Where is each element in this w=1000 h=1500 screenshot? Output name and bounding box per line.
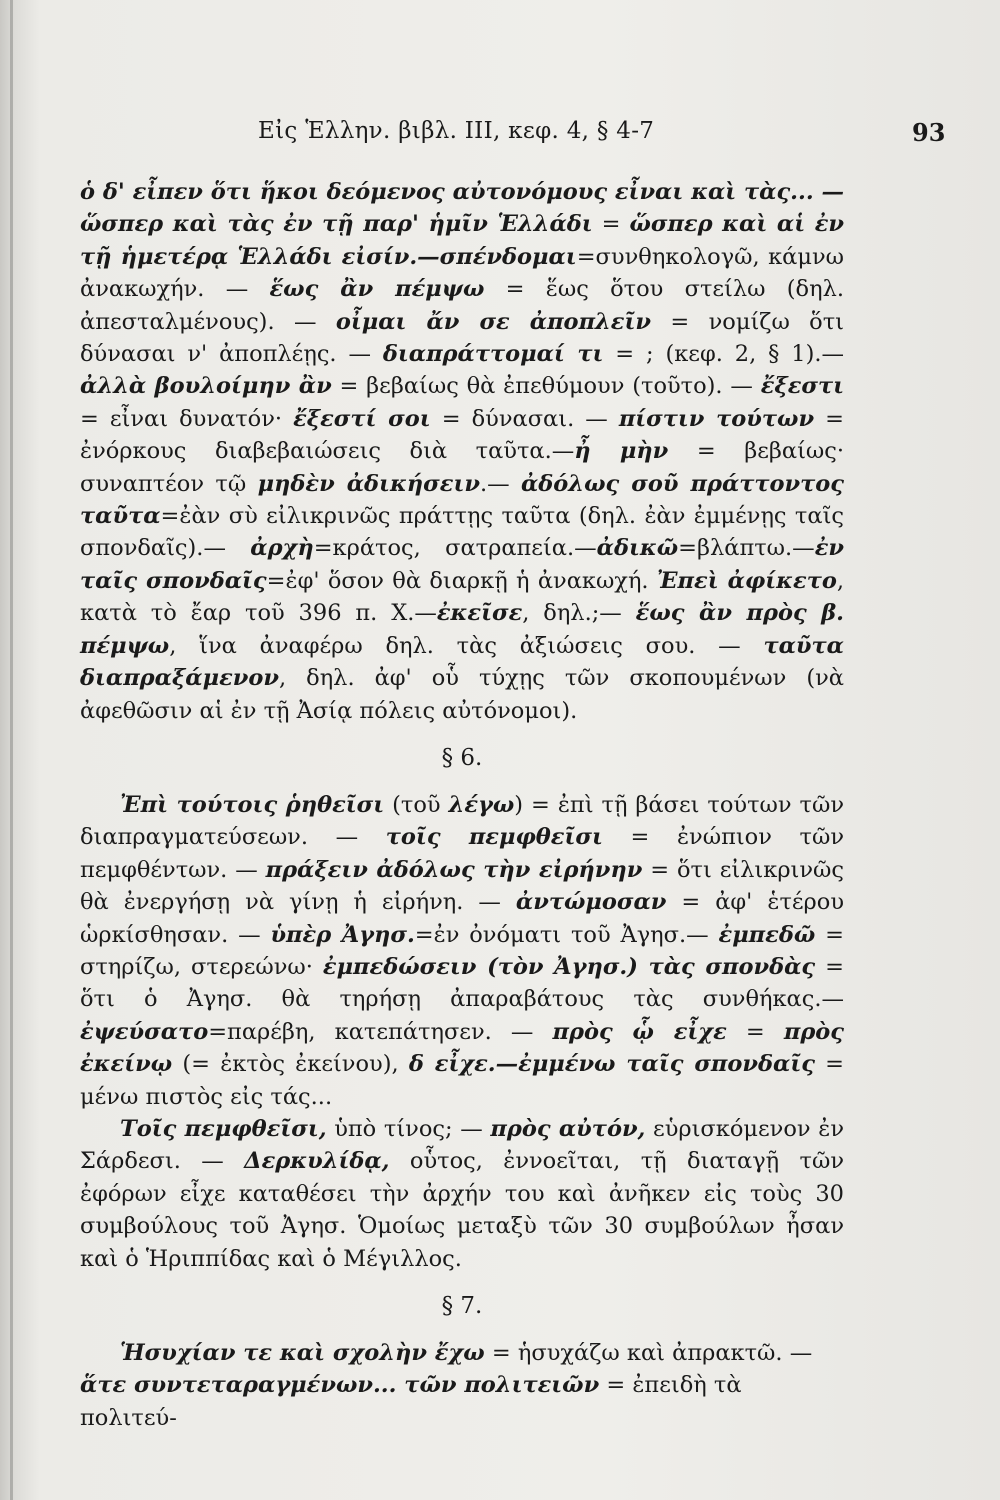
lemma-term: πίστιν τούτων bbox=[618, 405, 815, 432]
lemma-term: ἔξεστί σοι bbox=[293, 405, 431, 432]
lemma-term: οἶμαι ἄν σε ἀποπλεῖν bbox=[335, 308, 651, 335]
gloss-text: = ; (κεφ. 2, § 1).— bbox=[603, 341, 844, 368]
gloss-text: , δηλ. ἀφ' οὗ τύχῃς τῶν σκοπουμένων (νὰ ἀφεθῶσιν αἱ ἐν τῇ Ἀσίᾳ πόλεις αὐτόνομοι). bbox=[80, 665, 844, 724]
lemma-term: ἕως ἂν πέμψω bbox=[269, 276, 485, 303]
lemma-term: ὑπὲρ Ἀγησ. bbox=[270, 921, 415, 948]
gloss-text: =ἐν ὀνόματι τοῦ Ἀγησ.— bbox=[414, 921, 719, 948]
lemma-term: πράξειν ἀδόλως τὴν εἰρήνην bbox=[265, 856, 643, 883]
gloss-text: , κατὰ τὸ ἔαρ τοῦ 396 π. Χ.— bbox=[80, 567, 844, 627]
lemma-term: πρὸς ἐκείνῳ bbox=[80, 1018, 844, 1078]
gloss-text: = ἀφ' ἑτέρου ὡρκίσθησαν. — bbox=[80, 889, 844, 948]
lemma-term: ὥσπερ καὶ αἱ ἐν τῇ ἡμετέρᾳ Ἑλλάδι εἰσίν.—σπένδομαι bbox=[80, 211, 844, 270]
gloss-text: =κράτος, σατραπεία.— bbox=[313, 535, 597, 562]
lemma-term: ἀδικῶ bbox=[596, 535, 679, 562]
gloss-text: (τοῦ bbox=[384, 791, 449, 818]
lemma-term: διαπράττομαί τι bbox=[382, 341, 604, 368]
gloss-text: ) = ἐπὶ τῇ βάσει τούτων τῶν διαπραγματεύσεων. — bbox=[80, 791, 845, 851]
gloss-text: = bbox=[592, 211, 630, 238]
lemma-term: Δερκυλίδᾳ, bbox=[244, 1148, 390, 1175]
lemma-term: Τοῖς πεμφθεῖσι, bbox=[120, 1115, 327, 1142]
lemma-term: ἕως ἂν πρὸς β. πέμψω bbox=[80, 600, 844, 659]
commentary-paragraph bbox=[80, 789, 844, 1113]
lemma-term: Ἐπὶ τούτοις ῥηθεῖσι bbox=[120, 791, 385, 818]
lemma-term: λέγω bbox=[448, 791, 515, 818]
gloss-text: = bbox=[726, 1018, 784, 1045]
gloss-text: = ἐπειδὴ τὰ πολιτεύ- bbox=[80, 1372, 742, 1431]
gloss-text: = βεβαίως θὰ ἐπεθύμουν (τοῦτο). — bbox=[331, 373, 761, 400]
main-text bbox=[80, 176, 844, 1434]
lemma-term: ταῦτα διαπραξάμενον bbox=[80, 632, 844, 692]
gloss-text: .— bbox=[479, 470, 521, 497]
gloss-text: = μένω πιστὸς εἰς τάς... bbox=[80, 1051, 844, 1110]
lemma-term: ἔξεστι bbox=[760, 373, 844, 400]
lemma-term: Ἡσυχίαν τε καὶ σχολὴν ἔχω bbox=[120, 1340, 485, 1366]
gloss-text: , ἵνα ἀναφέρω δηλ. τὰς ἀξιώσεις σου. — bbox=[169, 632, 764, 659]
gloss-text: =ἐὰν σὺ εἰλικρινῶς πράττῃς ταῦτα (δηλ. ἐὰν ἐμμένῃς ταῖς σπονδαῖς).— bbox=[80, 503, 844, 562]
lemma-term: ἀλλὰ βουλοίμην ἂν bbox=[80, 373, 332, 400]
gloss-text: (= ἐκτὸς ἐκείνου), bbox=[172, 1051, 409, 1078]
gloss-text: =παρέβη, κατεπάτησεν. — bbox=[208, 1018, 553, 1045]
gloss-text: = δύνασαι. — bbox=[430, 405, 619, 432]
gloss-text: = νομίζω ὅτι δύνασαι ν' ἀποπλέῃς. — bbox=[80, 308, 844, 368]
gloss-text: = ἐνώπιον τῶν πεμφθέντων. — bbox=[80, 824, 845, 883]
lemma-term: ἐμπεδώσειν (τὸν Ἀγησ.) τὰς σπονδὰς bbox=[322, 953, 816, 980]
gloss-text: =συνθηκολογῶ, κάμνω ἀνακωχήν. — bbox=[80, 243, 845, 303]
lemma-term: δ εἶχε.—ἐμμένω ταῖς σπονδαῖς bbox=[408, 1051, 815, 1078]
lemma-term: ὁ δ' εἶπεν ὅτι ἥκοι δεόμενος αὐτονόμους εἶναι καὶ τὰς... —ὥσπερ καὶ τὰς ἐν τῇ παρ' ἡμῖν Ἑλλάδι bbox=[80, 179, 844, 238]
gloss-text: , δηλ.;— bbox=[522, 600, 636, 627]
gloss-text: = εἶναι δυνατόν· bbox=[80, 405, 294, 432]
lemma-term: ἦ μὴν bbox=[574, 438, 669, 465]
lemma-term: ἐκεῖσε bbox=[436, 600, 523, 627]
gloss-text: εὑρισκόμενον ἐν Σάρδεσι. — bbox=[80, 1115, 844, 1175]
page-header bbox=[0, 118, 1000, 152]
commentary-paragraph bbox=[80, 1337, 844, 1434]
lemma-term: ἀντώμοσαν bbox=[515, 889, 667, 916]
running-head: Εἰς Ἑλλην. βιβλ. III, κεφ. 4, § 4-7 bbox=[258, 118, 655, 144]
lemma-term: ἐν ταῖς σπονδαῖς bbox=[80, 535, 844, 594]
lemma-term: μηδὲν ἀδικήσειν bbox=[257, 470, 480, 497]
gloss-text: = ἕως ὅτου στείλω (δηλ. ἀπεσταλμένους). — bbox=[80, 276, 844, 335]
page-number: 93 bbox=[912, 118, 946, 147]
commentary-paragraph bbox=[80, 176, 844, 727]
gloss-text: = ἐνόρκους διαβεβαιώσεις διὰ ταῦτα.— bbox=[80, 405, 844, 465]
lemma-term: τοῖς πεμφθεῖσι bbox=[385, 824, 603, 851]
gloss-text: = ὅτι εἰλικρινῶς θὰ ἐνεργήσῃ νὰ γίνῃ ἡ εἰρήνη. — bbox=[80, 856, 844, 916]
commentary-paragraph bbox=[80, 1113, 844, 1275]
lemma-term: πρὸς αὐτόν, bbox=[490, 1115, 646, 1142]
lemma-term: πρὸς ᾧ εἶχε bbox=[552, 1018, 727, 1045]
lemma-term: ἀρχὴ bbox=[250, 535, 314, 562]
lemma-term: ἀδόλως σοῦ πράττοντος ταῦτα bbox=[80, 470, 844, 530]
gloss-text: οὗτος, ἐννοεῖται, τῇ διαταγῇ τῶν ἐφόρων εἶχε καταθέσει τὴν ἀρχήν του καὶ ἀνῆκεν εἰς τοὺς 30 συμβούλους τοῦ Ἀγησ. Ὁμοίως μεταξὺ τῶν 30 συμβούλων ἦσαν καὶ ὁ Ἡριππίδας καὶ ὁ Μέγιλλος. bbox=[80, 1148, 844, 1272]
section-heading: § 6. bbox=[441, 744, 483, 771]
page-binding-edge bbox=[10, 0, 13, 1500]
gloss-text: ὑπὸ τίνος; — bbox=[326, 1115, 491, 1142]
gloss-text: = ὅτι ὁ Ἀγησ. θὰ τηρήσῃ ἀπαραβάτους τὰς συνθήκας.— bbox=[80, 953, 844, 1013]
lemma-term: Ἐπεὶ ἀφίκετο bbox=[656, 567, 837, 594]
gloss-text: = στηρίζω, στερεώνω· bbox=[80, 921, 844, 980]
lemma-term: ἅτε συντεταραγμένων... τῶν πολιτειῶν bbox=[80, 1372, 600, 1399]
gloss-text: =βλάπτω.— bbox=[678, 535, 815, 562]
section-heading: § 7. bbox=[441, 1293, 483, 1319]
lemma-term: ἐμπεδῶ bbox=[718, 921, 816, 948]
gloss-text: = βεβαίως· συναπτέον τῷ bbox=[80, 438, 844, 497]
gloss-text: =ἐφ' ὅσον θὰ διαρκῇ ἡ ἀνακωχή. bbox=[266, 567, 657, 594]
lemma-term: ἐψεύσατο bbox=[80, 1018, 209, 1045]
gloss-text: = ἡσυχάζω καὶ ἀπρακτῶ. — bbox=[484, 1340, 813, 1366]
